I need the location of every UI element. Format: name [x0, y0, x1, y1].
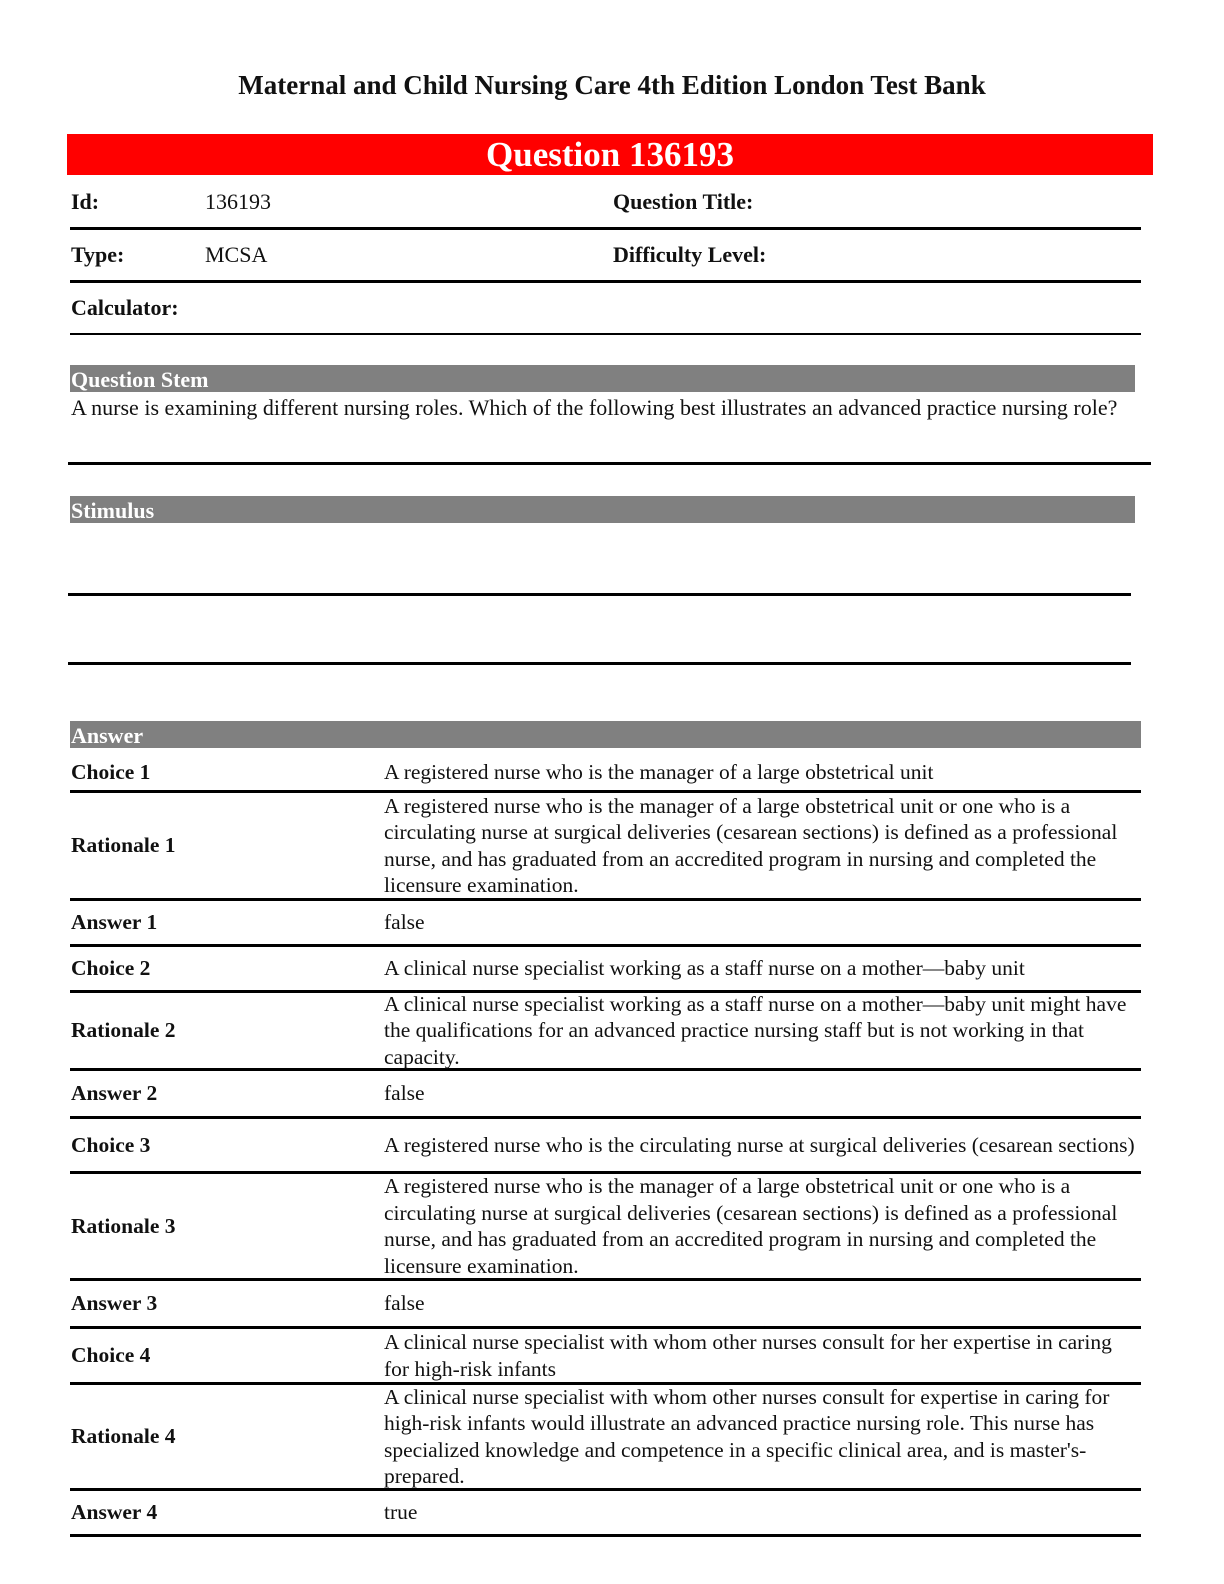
row-label: Rationale 3 — [71, 1213, 176, 1238]
answer-row — [70, 1071, 1141, 1119]
rationale-row — [70, 1385, 1141, 1491]
answer-heading: Answer — [70, 721, 1141, 748]
divider — [68, 662, 1131, 665]
stimulus-heading: Stimulus — [70, 496, 1135, 523]
row-value: true — [384, 1500, 418, 1525]
row-value: A registered nurse who is the manager of a large obstetrical unit — [384, 760, 934, 785]
row-value: A clinical nurse specialist with whom other nurses consult for her expertise in caring for high-risk infants — [384, 1330, 1112, 1381]
row-value: false — [384, 1081, 425, 1106]
meta-row-calculator — [70, 283, 1141, 335]
divider — [68, 593, 1131, 596]
answer-row — [70, 901, 1141, 947]
difficulty-label: Difficulty Level: — [613, 242, 767, 267]
row-label: Answer 3 — [71, 1291, 158, 1316]
id-value: 136193 — [205, 189, 271, 214]
row-value: A registered nurse who is the manager of a large obstetrical unit or one who is a circulating nurse at surgical deliveries (cesarean sections) is defined as a professional nurse, and has graduated from an accredited program in nursing and completed the licensure examination. — [384, 793, 1118, 897]
answer-row — [70, 1281, 1141, 1329]
question-title-label: Question Title: — [613, 189, 754, 214]
id-label: Id: — [71, 189, 100, 214]
row-value: A clinical nurse specialist working as a staff nurse on a mother—baby unit — [384, 956, 1025, 981]
answer-row — [70, 1491, 1141, 1537]
question-header: Question 136193 — [67, 134, 1153, 175]
meta-row-id — [70, 177, 1141, 230]
meta-row-type — [70, 230, 1141, 283]
choice-row — [70, 1329, 1141, 1385]
rationale-row — [70, 793, 1141, 901]
row-label: Rationale 1 — [71, 833, 176, 858]
question-stem-text: A nurse is examining different nursing roles. Which of the following best illustrates an advanced practice nursing role? — [71, 395, 1118, 420]
type-label: Type: — [71, 242, 125, 267]
question-stem-heading: Question Stem — [70, 365, 1135, 392]
choice-row — [70, 1119, 1141, 1174]
row-value: false — [384, 910, 425, 935]
row-label: Choice 4 — [71, 1343, 151, 1368]
choice-row — [70, 947, 1141, 993]
row-label: Rationale 4 — [71, 1424, 176, 1449]
rationale-row — [70, 1174, 1141, 1281]
row-label: Choice 1 — [71, 760, 151, 785]
type-value: MCSA — [205, 242, 268, 267]
rationale-row — [70, 993, 1141, 1071]
choice-row — [70, 755, 1141, 793]
document-title: Maternal and Child Nursing Care 4th Edition London Test Bank — [238, 70, 986, 100]
row-value: A registered nurse who is the circulating nurse at surgical deliveries (cesarean sections) — [384, 1132, 1135, 1157]
row-value: A clinical nurse specialist with whom other nurses consult for expertise in caring for high-risk infants would illustrate an advanced practice nursing role. This nurse has specialized knowledge and competence in a specific clinical area, and is master's-prepared. — [384, 1384, 1110, 1488]
row-label: Choice 3 — [71, 1132, 151, 1157]
calculator-label: Calculator: — [71, 295, 179, 320]
answer-table — [70, 755, 1141, 1537]
row-label: Answer 2 — [71, 1081, 158, 1106]
row-label: Rationale 2 — [71, 1018, 176, 1043]
row-value: A clinical nurse specialist working as a staff nurse on a mother—baby unit might have the qualifications for an advanced practice nursing staff but is not working in that capacity. — [384, 991, 1127, 1069]
row-value: A registered nurse who is the manager of a large obstetrical unit or one who is a circulating nurse at surgical deliveries (cesarean sections) is defined as a professional nurse, and has graduated from an accredited program in nursing and completed the licensure examination. — [384, 1174, 1118, 1278]
row-label: Answer 4 — [71, 1500, 158, 1525]
row-value: false — [384, 1291, 425, 1316]
divider — [68, 462, 1151, 465]
row-label: Choice 2 — [71, 956, 151, 981]
row-label: Answer 1 — [71, 910, 158, 935]
